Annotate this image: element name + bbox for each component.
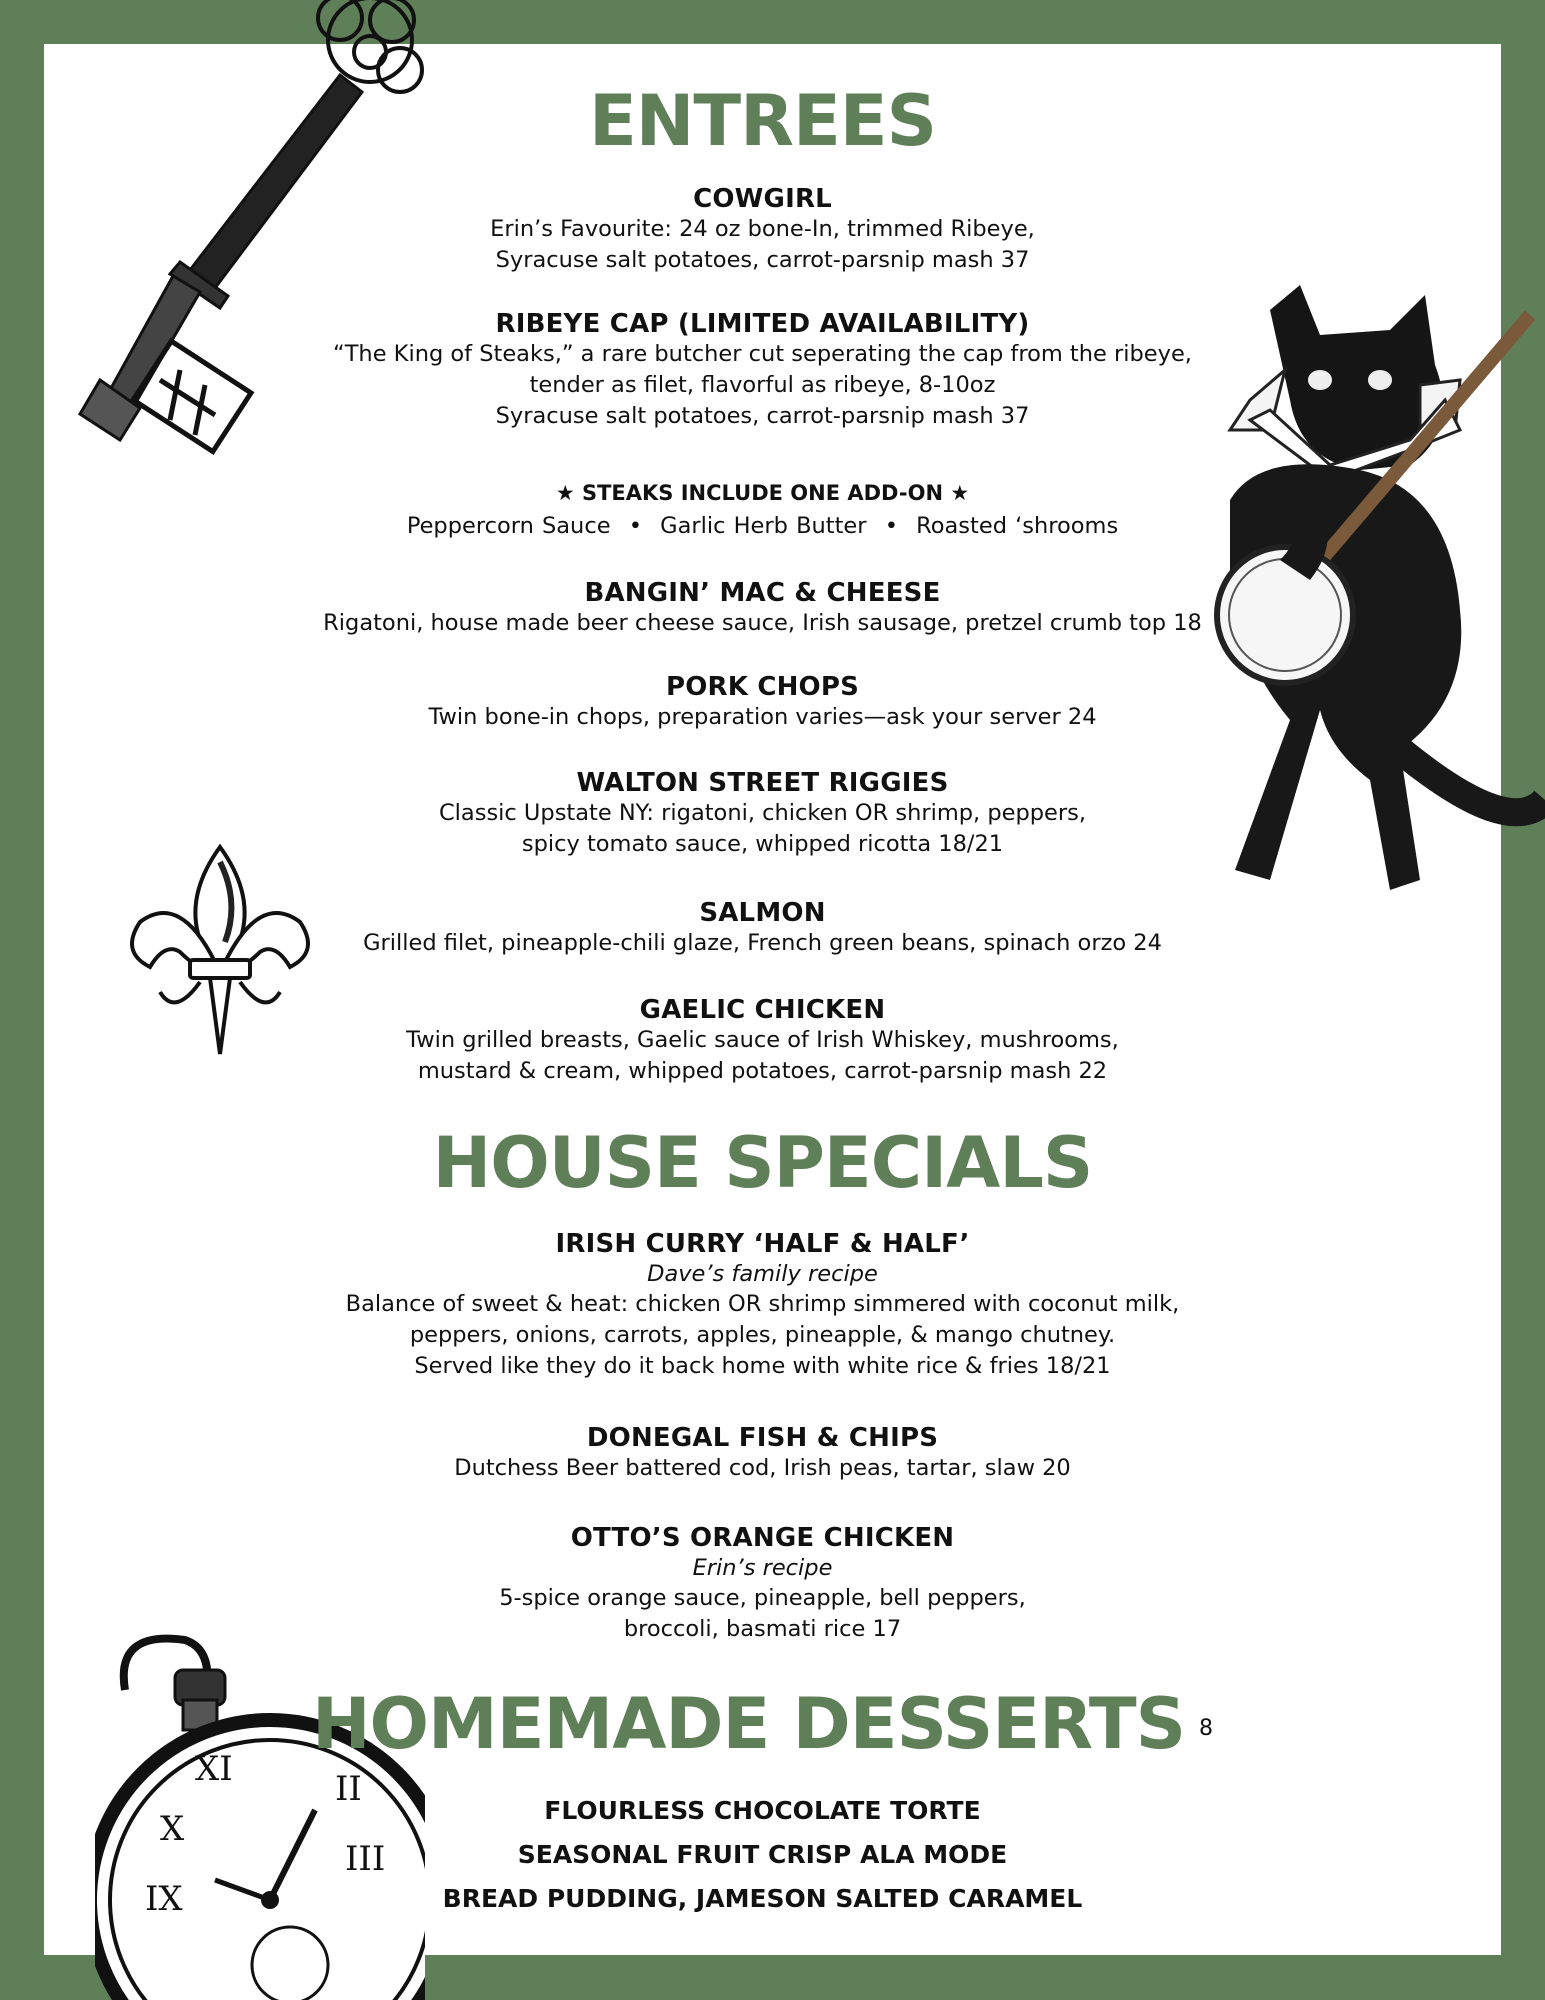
addons-list — [0, 513, 1525, 539]
menu-item-orange-chicken — [0, 1523, 1525, 1645]
item-description: Twin bone-in chops, preparation varies—ask your server 24 — [428, 704, 1097, 730]
item-note: Erin’s recipe — [692, 1555, 833, 1581]
desserts-title: HOMEMADE DESSERTS — [311, 1683, 1186, 1765]
item-description: broccoli, basmati rice 17 — [623, 1616, 902, 1642]
desserts-price: 8 — [1199, 1716, 1214, 1742]
svg-text:III: III — [345, 1839, 386, 1879]
dessert-item: FLOURLESS CHOCOLATE TORTE — [544, 1796, 981, 1825]
item-name: IRISH CURRY ‘HALF & HALF’ — [555, 1229, 970, 1259]
item-description: Dutchess Beer battered cod, Irish peas, tartar, slaw 20 — [454, 1455, 1071, 1481]
menu-item-pork-chops — [0, 672, 1525, 733]
item-description: tender as filet, flavorful as ribeye, 8-10oz — [529, 372, 996, 398]
item-name: DONEGAL FISH & CHIPS — [586, 1423, 939, 1453]
item-description: “The King of Steaks,” a rare butcher cut seperating the cap from the ribeye, — [333, 341, 1192, 367]
item-name: OTTO’S ORANGE CHICKEN — [570, 1523, 955, 1553]
item-description: Balance of sweet & heat: chicken OR shrimp simmered with coconut milk, — [345, 1291, 1180, 1317]
menu-item-cowgirl — [0, 184, 1525, 276]
addon-option: Garlic Herb Butter — [660, 513, 867, 539]
menu-item-ribeye-cap — [0, 309, 1525, 432]
item-description: Syracuse salt potatoes, carrot-parsnip mash 37 — [495, 247, 1030, 273]
dessert-item: SEASONAL FRUIT CRISP ALA MODE — [517, 1840, 1008, 1869]
steak-addons — [0, 481, 1525, 539]
item-name: RIBEYE CAP (LIMITED AVAILABILITY) — [495, 309, 1030, 339]
item-description: Twin grilled breasts, Gaelic sauce of Irish Whiskey, mushrooms, — [406, 1027, 1119, 1053]
menu-item-riggies — [0, 768, 1525, 860]
entrees-heading: ENTREES — [588, 80, 937, 162]
item-description: Erin’s Favourite: 24 oz bone-In, trimmed Ribeye, — [490, 216, 1035, 242]
item-name: WALTON STREET RIGGIES — [576, 768, 949, 798]
addons-heading: ★ STEAKS INCLUDE ONE ADD-ON ★ — [555, 481, 970, 505]
item-description: Syracuse salt potatoes, carrot-parsnip mash 37 — [495, 403, 1030, 429]
addon-separator: • — [628, 513, 642, 539]
svg-text:XI: XI — [195, 1749, 233, 1789]
svg-text:II: II — [335, 1769, 362, 1809]
item-description: Rigatoni, house made beer cheese sauce, Irish sausage, pretzel crumb top 18 — [323, 610, 1202, 636]
addon-option: Peppercorn Sauce — [406, 513, 611, 539]
dessert-item: BREAD PUDDING, JAMESON SALTED CARAMEL — [442, 1884, 1083, 1913]
menu-item-mac-cheese — [0, 578, 1525, 639]
item-name: COWGIRL — [693, 184, 832, 214]
menu-item-fish-chips — [0, 1423, 1525, 1484]
menu-item-gaelic-chicken — [0, 995, 1525, 1087]
item-name: GAELIC CHICKEN — [639, 995, 886, 1025]
item-note: Dave’s family recipe — [647, 1261, 878, 1287]
item-name: PORK CHOPS — [665, 672, 860, 702]
menu-item-salmon — [0, 898, 1525, 959]
svg-text:IX: IX — [145, 1879, 183, 1919]
item-description: Served like they do it back home with white rice & fries 18/21 — [414, 1353, 1111, 1379]
item-description: peppers, onions, carrots, apples, pineapple, & mango chutney. — [409, 1322, 1116, 1348]
item-description: spicy tomato sauce, whipped ricotta 18/21 — [521, 831, 1004, 857]
addon-separator: • — [884, 513, 898, 539]
item-description: Grilled filet, pineapple-chili glaze, French green beans, spinach orzo 24 — [363, 930, 1162, 956]
desserts-heading — [0, 1683, 1525, 1765]
item-name: BANGIN’ MAC & CHEESE — [584, 578, 941, 608]
addon-option: Roasted ‘shrooms — [916, 513, 1119, 539]
menu-item-irish-curry — [0, 1229, 1525, 1382]
item-description: Classic Upstate NY: rigatoni, chicken OR shrimp, peppers, — [438, 800, 1087, 826]
item-description: 5-spice orange sauce, pineapple, bell peppers, — [499, 1585, 1026, 1611]
item-name: SALMON — [699, 898, 826, 928]
desserts-list — [0, 1796, 1525, 1913]
item-description: mustard & cream, whipped potatoes, carrot-parsnip mash 22 — [417, 1058, 1108, 1084]
svg-text:X: X — [160, 1809, 185, 1849]
house-specials-heading: HOUSE SPECIALS — [432, 1122, 1093, 1204]
